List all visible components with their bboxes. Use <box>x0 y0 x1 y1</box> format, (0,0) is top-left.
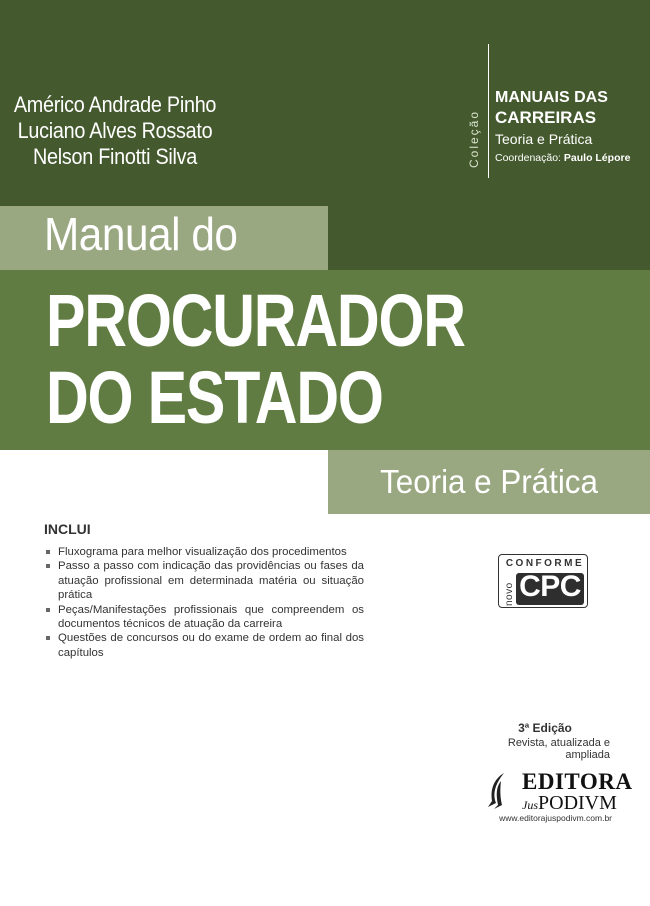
list-item: Peças/Manifestações profissionais que compreendem os documentos técnicos de atuação da carreira <box>44 603 364 632</box>
publisher-url: www.editorajuspodivm.com.br <box>499 813 612 823</box>
coordinator-name: Paulo Lépore <box>563 152 631 164</box>
author-name: Luciano Alves Rossato <box>17 118 213 143</box>
cpc-badge-side: novo <box>504 582 515 606</box>
book-title-line-2: DO ESTADO <box>46 356 383 439</box>
publisher-name-main: PODIVM <box>538 792 617 814</box>
cpc-badge-main: CPC <box>519 570 581 603</box>
publisher-logo-icon <box>484 771 514 811</box>
collection-label: Coleção <box>467 109 481 168</box>
author-name: Américo Andrade Pinho <box>13 92 217 117</box>
header-band-extension <box>328 206 650 270</box>
author-name: Nelson Finotti Silva <box>32 144 198 169</box>
edition-description: Revista, atualizada e ampliada <box>507 737 610 761</box>
coordination <box>495 152 630 164</box>
book-subtitle: Teoria e Prática <box>380 463 598 500</box>
publisher-name: EDITORA <box>522 769 633 794</box>
cpc-badge-top: CONFORME <box>505 558 585 569</box>
collection-subtitle: Teoria e Prática <box>495 131 593 147</box>
list-item: Fluxograma para melhor visualização dos procedimentos <box>44 545 364 559</box>
list-item: Passo a passo com indicação das providências ou fases da atuação profissional em determinada matéria ou situação prática <box>44 559 364 602</box>
book-title-line-1: PROCURADOR <box>46 279 465 362</box>
collection-name: MANUAIS DAS <box>495 89 608 106</box>
collection-name: CARREIRAS <box>495 108 597 127</box>
edition-number: 3ª Edição <box>518 721 572 735</box>
list-item: Questões de concursos ou do exame de ordem ao final dos capítulos <box>44 631 364 660</box>
publisher-name-italic: Jus <box>522 798 538 812</box>
includes-list <box>44 545 364 660</box>
collection-divider <box>488 44 489 178</box>
coordination-label: Coordenação: <box>495 152 561 164</box>
publisher-name-line-2 <box>522 792 617 815</box>
includes-heading: INCLUI <box>44 521 91 537</box>
title-prefix: Manual do <box>44 208 238 260</box>
